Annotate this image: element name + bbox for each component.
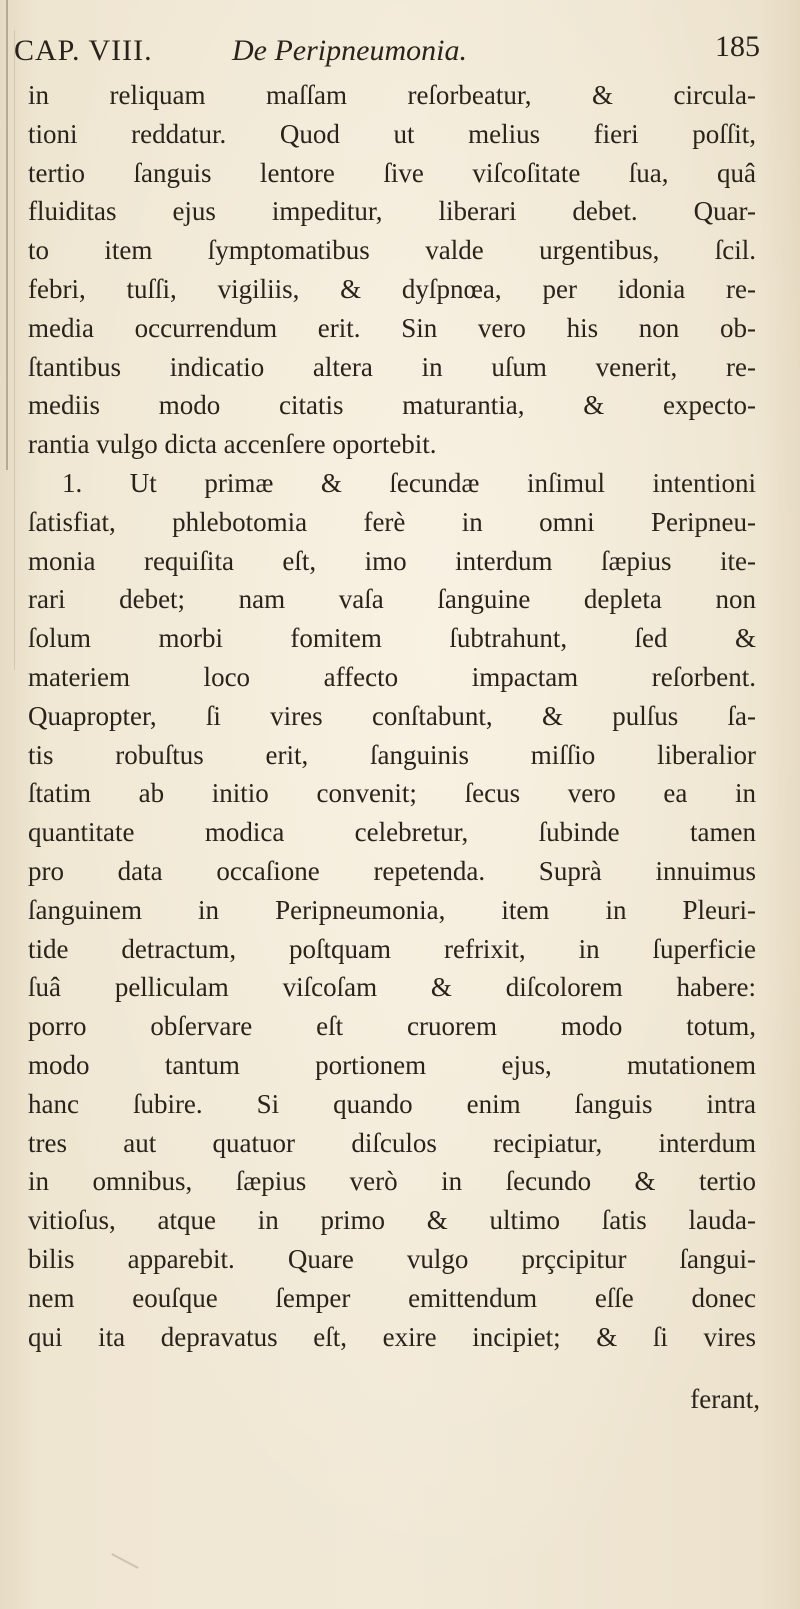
text-line: monia requiſita eſt, imo interdum ſæpius ite- (28, 545, 756, 576)
text-line: porro obſervare eſt cruorem modo totum, (28, 1011, 756, 1042)
page-number: 185 (715, 30, 760, 63)
text-line: qui ita depravatus eſt, exire incipiet; & ſi vires (28, 1321, 756, 1352)
text-line: 1. Ut primæ & ſecundæ inſimul intentioni (62, 467, 756, 498)
text-line: ſtatim ab initio convenit; ſecus vero ea in (28, 778, 756, 809)
paper-mark (111, 1553, 138, 1569)
body-text (28, 76, 756, 1356)
text-line: ſtantibus indicatio altera in uſum venerit, re- (28, 351, 756, 382)
text-line: tres aut quatuor diſculos recipiatur, interdum (28, 1127, 756, 1158)
text-line: ſatisfiat, phlebotomia ferè in omni Peripneu- (28, 506, 756, 537)
text-line: tertio ſanguis lentore ſive viſcoſitate ſua, quâ (28, 157, 756, 188)
text-line: tioni reddatur. Quod ut melius fieri poſſit, (28, 118, 756, 149)
text-line: pro data occaſione repetenda. Suprà innuimus (28, 855, 756, 886)
chapter-title: De Peripneumonia. (232, 34, 467, 67)
text-line: hanc ſubire. Si quando enim ſanguis intra (28, 1088, 756, 1119)
text-line: bilis apparebit. Quare vulgo prçcipitur ſangui- (28, 1243, 756, 1274)
text-line: in reliquam maſſam reſorbeatur, & circula- (28, 80, 756, 110)
text-line: tide detractum, poſtquam refrixit, in ſuperficie (28, 933, 756, 964)
text-line: nem eouſque ſemper emittendum eſſe donec (28, 1282, 756, 1313)
text-line: rantia vulgo dicta accenſere oportebit. (28, 429, 437, 460)
text-line: ſolum morbi fomitem ſubtrahunt, ſed & (28, 623, 756, 654)
text-line: fluiditas ejus impeditur, liberari debet. Quar- (28, 196, 756, 227)
text-line: quantitate modica celebretur, ſubinde tamen (28, 817, 756, 848)
text-line: tis robuſtus erit, ſanguinis miſſio liberalior (28, 739, 756, 770)
text-line: vitioſus, atque in primo & ultimo ſatis lauda- (28, 1205, 756, 1236)
text-line: rari debet; nam vaſa ſanguine depleta non (28, 584, 756, 615)
binding-shadow-line (14, 30, 15, 670)
text-line: in omnibus, ſæpius verò in ſecundo & tertio (28, 1166, 756, 1197)
binding-edge-line (6, 0, 8, 470)
running-head (14, 26, 784, 76)
text-line: ſanguinem in Peripneumonia, item in Pleuri- (28, 894, 756, 925)
text-line: modo tantum portionem ejus, mutationem (28, 1049, 756, 1080)
text-line: materiem loco affecto impactam reſorbent. (28, 661, 756, 692)
chapter-label: CAP. VIII. (14, 34, 153, 67)
text-line: mediis modo citatis maturantia, & expecto- (28, 390, 756, 421)
text-line: ſuâ pelliculam viſcoſam & diſcolorem habere: (28, 972, 756, 1003)
text-line: febri, tuſſi, vigiliis, & dyſpnœa, per idonia re- (28, 273, 756, 304)
text-line: to item ſymptomatibus valde urgentibus, ſcil. (28, 235, 756, 266)
text-line: media occurrendum erit. Sin vero his non ob- (28, 312, 756, 343)
catchword: ferant, (690, 1384, 760, 1414)
text-line: Quapropter, ſi vires conſtabunt, & pulſus ſa- (28, 700, 756, 731)
